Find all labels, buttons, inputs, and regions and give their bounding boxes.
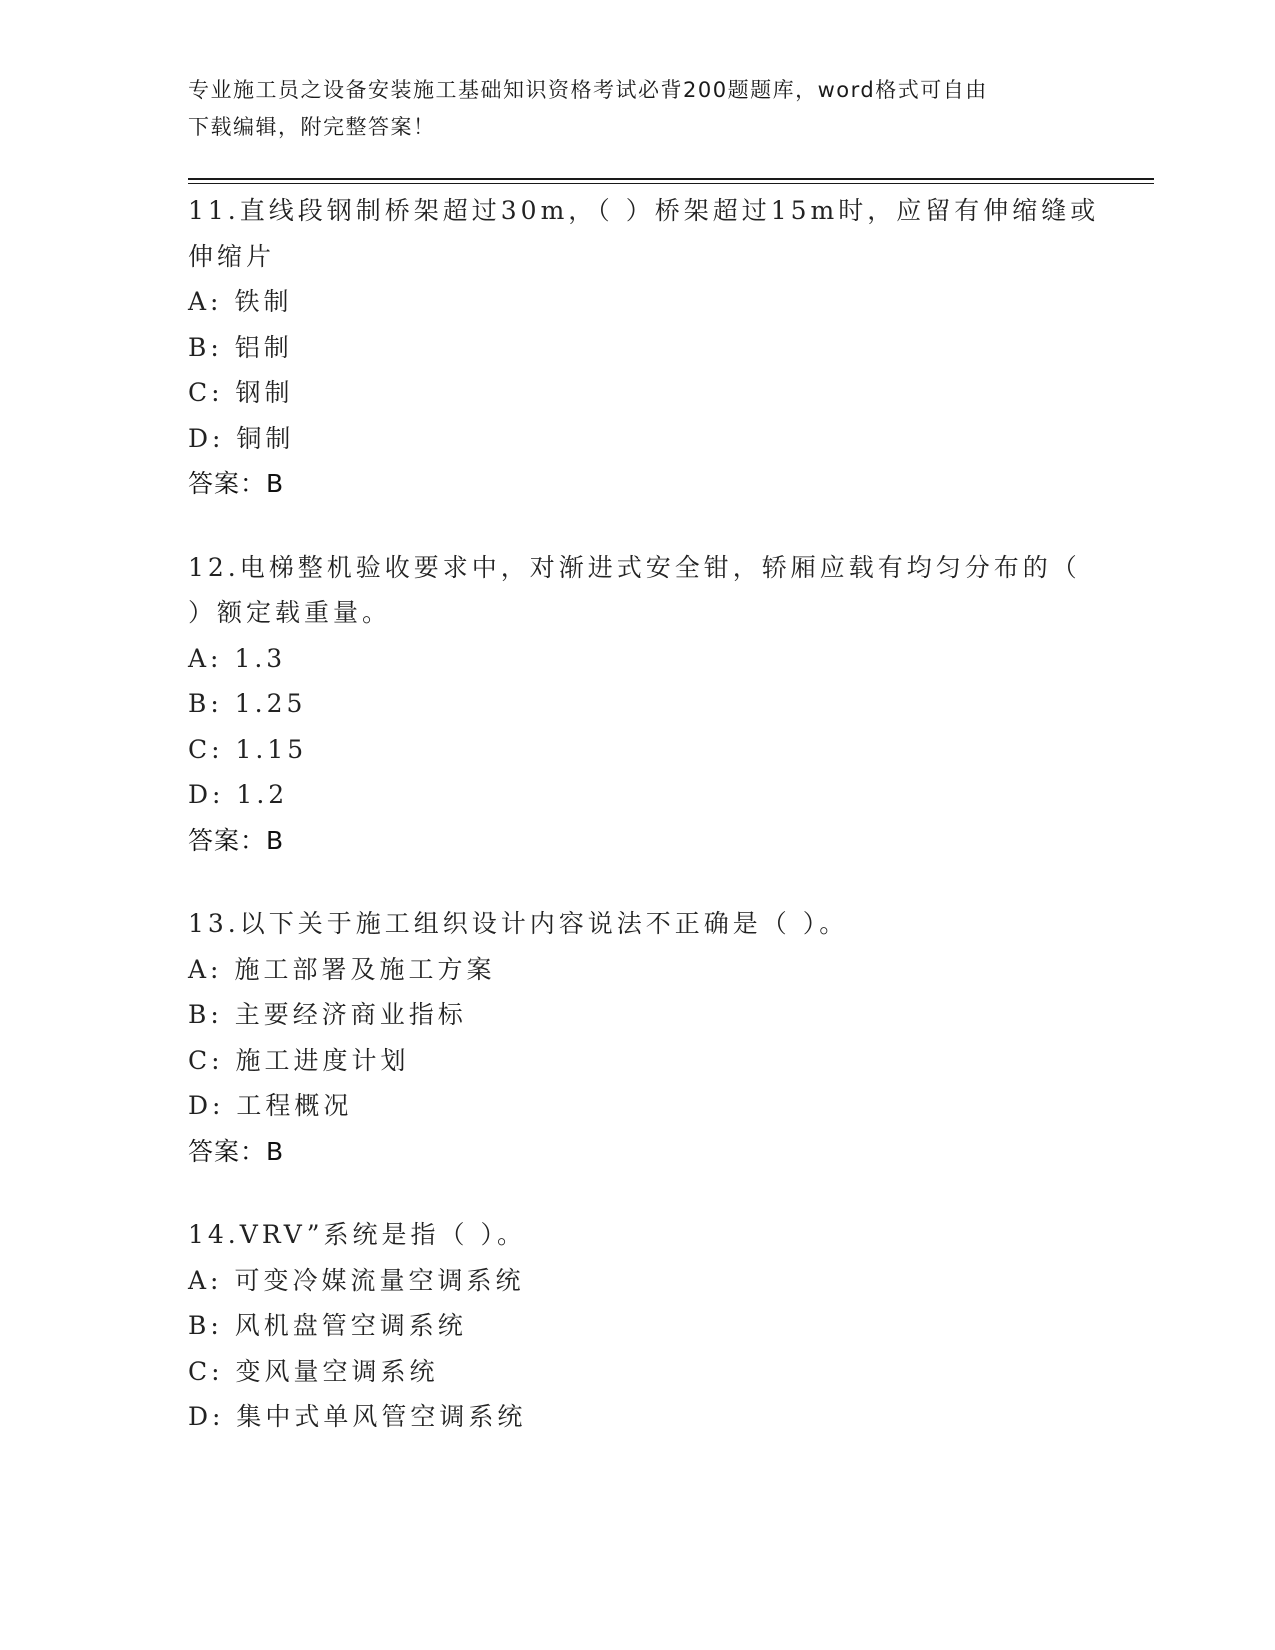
option-text: 1.3 (234, 643, 287, 673)
answer-line: 答案：B (188, 1136, 285, 1166)
question-14 (188, 1212, 1088, 1440)
question-text-line: 12.电梯整机验收要求中，对渐进式安全钳，轿厢应载有均匀分布的（ (188, 552, 1081, 582)
option-key: D: (188, 1402, 225, 1431)
option-a (188, 279, 1088, 325)
question-text-line: 11.直线段钢制桥架超过30m，（ ）桥架超过15m时，应留有伸缩缝或 (188, 196, 1100, 225)
option-c (188, 370, 1088, 416)
option-text: 集中式单风管空调系统 (236, 1402, 527, 1431)
question-text-line: 伸缩片 (188, 241, 276, 271)
option-text: 铜制 (236, 423, 295, 453)
question-11 (188, 188, 1100, 507)
option-key: A: (188, 954, 223, 984)
option-key: D: (188, 1091, 225, 1120)
header-line-1: 专业施工员之设备安装施工基础知识资格考试必背200题题库，word格式可自由 (188, 78, 988, 102)
option-d (188, 416, 1088, 462)
option-key: B: (188, 332, 223, 362)
option-a (188, 1258, 1088, 1304)
option-b (188, 992, 1088, 1038)
answer-line: 答案：B (188, 825, 285, 855)
option-text: 施工部署及施工方案 (234, 954, 496, 984)
option-key: D: (188, 423, 225, 453)
option-text: 钢制 (235, 378, 294, 407)
option-d (188, 772, 1088, 818)
option-key: B: (188, 689, 223, 718)
option-text: 主要经济商业指标 (234, 1000, 467, 1029)
option-key: C: (188, 1356, 224, 1386)
option-c (188, 727, 1088, 773)
option-text: 风机盘管空调系统 (234, 1311, 467, 1340)
option-text: 施工进度计划 (235, 1045, 410, 1075)
option-b (188, 681, 1088, 727)
option-key: A: (188, 287, 223, 316)
option-key: B: (188, 1311, 223, 1340)
header-line-2: 下载编辑，附完整答案！ (188, 115, 436, 139)
question-text-line: ）额定载重量。 (188, 598, 392, 627)
option-key: B: (188, 1000, 223, 1029)
option-text: 1.2 (236, 780, 289, 809)
answer-line: 答案：B (188, 469, 285, 498)
option-key: A: (188, 1265, 223, 1295)
option-text: 1.15 (235, 734, 308, 764)
option-text: 铝制 (234, 332, 293, 362)
question-12 (188, 545, 1088, 864)
option-b (188, 1303, 1088, 1349)
option-b (188, 325, 1088, 371)
option-a (188, 947, 1088, 993)
option-key: C: (188, 1045, 224, 1075)
option-text: 1.25 (234, 689, 307, 718)
option-key: C: (188, 378, 224, 407)
option-key: D: (188, 780, 225, 809)
option-text: 变风量空调系统 (235, 1356, 439, 1386)
question-list (188, 188, 1100, 1478)
option-c (188, 1349, 1088, 1395)
option-text: 可变冷媒流量空调系统 (234, 1265, 525, 1295)
question-13 (188, 901, 1088, 1174)
question-text-line: 14.VRV”系统是指（ ）。 (188, 1220, 526, 1249)
option-d (188, 1083, 1088, 1129)
option-text: 铁制 (234, 287, 293, 316)
option-text: 工程概况 (236, 1091, 353, 1120)
option-a (188, 636, 1088, 682)
document-header (188, 72, 1088, 146)
option-key: A: (188, 643, 223, 673)
option-key: C: (188, 734, 224, 764)
question-text-line: 13.以下关于施工组织设计内容说法不正确是（ ）。 (188, 909, 849, 938)
header-divider-thin (188, 183, 1154, 184)
option-d (188, 1394, 1088, 1440)
option-c (188, 1038, 1088, 1084)
header-divider-thick (188, 178, 1154, 180)
